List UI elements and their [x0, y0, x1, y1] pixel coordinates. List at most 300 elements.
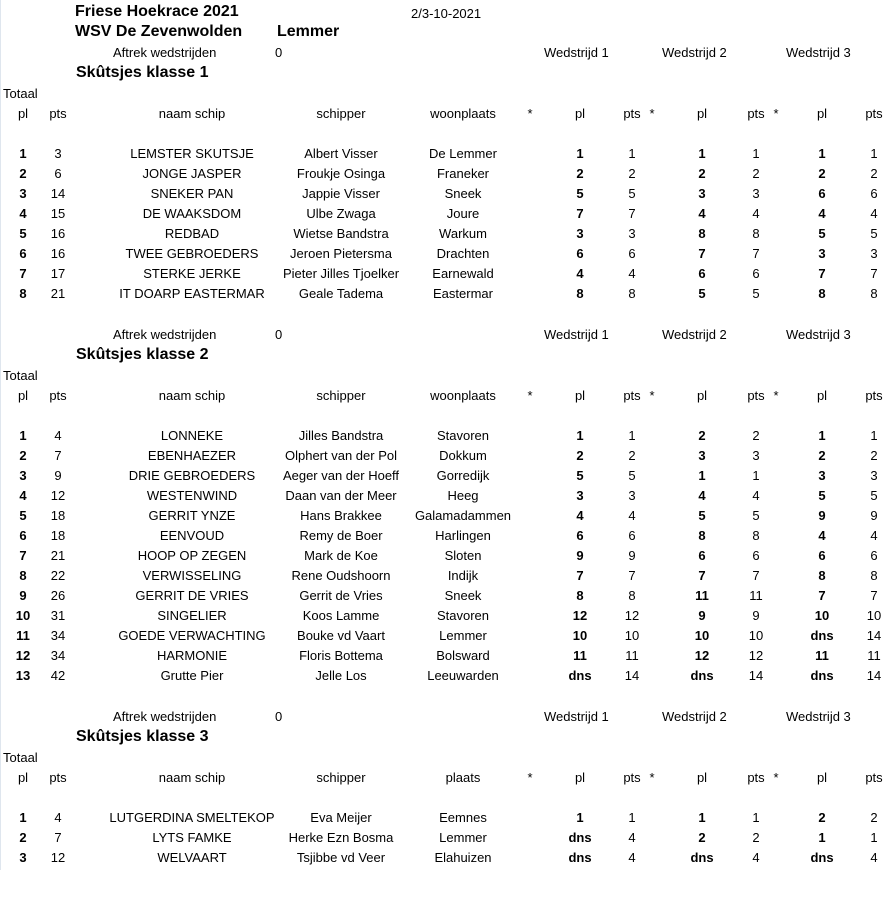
row-race3-points: 2 [870, 810, 878, 825]
col-header-pts: pts [865, 106, 883, 121]
race-1-header: Wedstrijd 1 [544, 45, 609, 60]
row-hometown: Gorredijk [436, 468, 490, 483]
col-header-pts: pts [49, 770, 67, 785]
row-race3-place: dns [810, 668, 834, 683]
row-race2-place: 7 [698, 246, 706, 261]
row-place: 8 [19, 286, 27, 301]
col-header-pl: pl [17, 388, 29, 403]
row-ship-name: DE WAAKSDOM [142, 206, 242, 221]
row-race3-points: 5 [870, 488, 878, 503]
row-race1-points: 11 [625, 648, 639, 663]
row-race1-points: 4 [628, 850, 636, 865]
row-race1-place: 10 [572, 628, 588, 643]
row-ship-name: TWEE GEBROEDERS [125, 246, 259, 261]
row-skipper: Koos Lamme [302, 608, 380, 623]
col-header-pts: pts [865, 770, 883, 785]
col-header-pts: pts [623, 106, 641, 121]
col-header-pts: pts [747, 106, 765, 121]
row-race2-place: 1 [698, 468, 706, 483]
row-skipper: Geale Tadema [298, 286, 384, 301]
row-race1-place: 7 [576, 206, 584, 221]
page-title: Friese Hoekrace 2021 [75, 3, 239, 20]
row-race3-points: 1 [870, 146, 878, 161]
row-race3-points: 1 [870, 830, 878, 845]
row-total-points: 7 [54, 830, 62, 845]
row-race1-place: 8 [576, 588, 584, 603]
row-ship-name: Grutte Pier [160, 668, 224, 683]
row-race1-points: 6 [628, 528, 636, 543]
row-ship-name: LUTGERDINA SMELTEKOP [109, 810, 275, 825]
row-total-points: 42 [50, 668, 66, 683]
row-race1-points: 4 [628, 508, 636, 523]
race-1-header: Wedstrijd 1 [544, 709, 609, 724]
row-race2-place: 6 [698, 266, 706, 281]
row-skipper: Eva Meijer [310, 810, 372, 825]
row-race3-points: 4 [870, 528, 878, 543]
row-hometown: Galamadammen [414, 508, 512, 523]
row-place: 5 [19, 226, 27, 241]
row-race1-points: 3 [628, 488, 636, 503]
row-skipper: Tsjibbe vd Veer [296, 850, 386, 865]
row-skipper: Albert Visser [304, 146, 378, 161]
row-skipper: Olphert van der Pol [284, 448, 397, 463]
col-header-pts: pts [865, 388, 883, 403]
row-race3-place: 5 [818, 226, 826, 241]
row-total-points: 15 [50, 206, 66, 221]
row-hometown: Lemmer [439, 628, 487, 643]
row-place: 4 [19, 488, 27, 503]
col-header-star: * [527, 106, 533, 121]
row-place: 8 [19, 568, 27, 583]
col-header-pl: pl [696, 106, 708, 121]
col-header-pts: pts [623, 770, 641, 785]
row-ship-name: WESTENWIND [146, 488, 238, 503]
row-race2-place: 5 [698, 286, 706, 301]
row-ship-name: GERRIT DE VRIES [135, 588, 249, 603]
row-race3-place: 2 [818, 166, 826, 181]
col-header-star: * [773, 388, 779, 403]
row-race3-points: 4 [870, 850, 878, 865]
row-race1-place: dns [568, 850, 592, 865]
row-place: 6 [19, 528, 27, 543]
row-skipper: Gerrit de Vries [299, 588, 383, 603]
row-race2-points: 1 [752, 810, 760, 825]
col-header-schipper: schipper [316, 106, 366, 121]
row-skipper: Jelle Los [315, 668, 367, 683]
row-race2-place: 10 [694, 628, 710, 643]
row-place: 2 [19, 448, 27, 463]
event-location: Lemmer [277, 23, 340, 40]
row-place: 3 [19, 468, 27, 483]
row-hometown: Indijk [447, 568, 479, 583]
row-race3-place: dns [810, 850, 834, 865]
row-total-points: 21 [50, 548, 66, 563]
row-race2-place: 7 [698, 568, 706, 583]
row-race2-points: 3 [752, 448, 760, 463]
row-race1-points: 12 [624, 608, 640, 623]
row-hometown: Elahuizen [434, 850, 492, 865]
race-3-header: Wedstrijd 3 [786, 45, 851, 60]
row-race1-points: 8 [628, 286, 636, 301]
col-header-star: * [527, 388, 533, 403]
row-race2-place: dns [690, 668, 714, 683]
row-race1-place: 12 [572, 608, 588, 623]
row-race2-points: 5 [752, 286, 760, 301]
row-total-points: 21 [50, 286, 66, 301]
aftrek-value: 0 [275, 709, 283, 724]
row-ship-name: VERWISSELING [142, 568, 242, 583]
row-ship-name: EBENHAEZER [147, 448, 237, 463]
row-race2-points: 7 [752, 568, 760, 583]
row-total-points: 12 [50, 488, 66, 503]
row-race2-place: 1 [698, 146, 706, 161]
row-skipper: Froukje Osinga [296, 166, 386, 181]
row-hometown: Franeker [436, 166, 490, 181]
row-race3-place: 1 [818, 428, 826, 443]
race-1-header: Wedstrijd 1 [544, 327, 609, 342]
row-place: 1 [19, 810, 27, 825]
row-race2-place: 2 [698, 428, 706, 443]
row-race2-points: 2 [752, 428, 760, 443]
row-place: 1 [19, 146, 27, 161]
row-skipper: Jilles Bandstra [298, 428, 384, 443]
row-race2-points: 14 [748, 668, 764, 683]
row-race2-points: 5 [752, 508, 760, 523]
row-total-points: 7 [54, 448, 62, 463]
row-race3-points: 9 [870, 508, 878, 523]
row-race1-points: 7 [628, 206, 636, 221]
row-race3-points: 2 [870, 448, 878, 463]
row-race3-points: 3 [870, 468, 878, 483]
row-hometown: Stavoren [436, 608, 490, 623]
row-race3-place: dns [810, 628, 834, 643]
row-hometown: Earnewald [432, 266, 494, 281]
row-race2-place: 12 [694, 648, 710, 663]
row-race1-points: 5 [628, 468, 636, 483]
row-race3-points: 8 [870, 286, 878, 301]
row-total-points: 26 [50, 588, 66, 603]
row-race3-points: 5 [870, 226, 878, 241]
row-skipper: Rene Oudshoorn [291, 568, 391, 583]
row-race3-points: 11 [867, 648, 881, 663]
row-race3-points: 8 [870, 568, 878, 583]
row-race1-points: 10 [624, 628, 640, 643]
row-place: 6 [19, 246, 27, 261]
row-ship-name: LONNEKE [160, 428, 224, 443]
row-race3-place: 3 [818, 246, 826, 261]
row-race3-place: 2 [818, 810, 826, 825]
row-race1-place: 1 [576, 428, 584, 443]
row-race2-place: 6 [698, 548, 706, 563]
row-hometown: Stavoren [436, 428, 490, 443]
col-header-pl: pl [696, 388, 708, 403]
row-race1-place: 6 [576, 246, 584, 261]
row-hometown: Joure [446, 206, 480, 221]
row-race3-place: 10 [814, 608, 830, 623]
row-total-points: 18 [50, 508, 66, 523]
row-race2-points: 10 [748, 628, 764, 643]
row-race2-place: 4 [698, 488, 706, 503]
col-header-star: * [649, 770, 655, 785]
row-race1-place: dns [568, 668, 592, 683]
row-race1-points: 2 [628, 166, 636, 181]
row-race3-points: 2 [870, 166, 878, 181]
row-race2-points: 6 [752, 266, 760, 281]
row-race2-points: 6 [752, 548, 760, 563]
row-race3-points: 10 [866, 608, 882, 623]
aftrek-label: Aftrek wedstrijden [113, 45, 217, 60]
row-place: 7 [19, 266, 27, 281]
row-race2-points: 1 [752, 146, 760, 161]
row-total-points: 31 [50, 608, 66, 623]
row-race1-points: 4 [628, 266, 636, 281]
row-race2-place: 3 [698, 186, 706, 201]
row-place: 2 [19, 830, 27, 845]
row-total-points: 22 [50, 568, 66, 583]
row-race1-place: 7 [576, 568, 584, 583]
row-race1-points: 2 [628, 448, 636, 463]
row-race3-place: 1 [818, 830, 826, 845]
row-hometown: Leeuwarden [427, 668, 499, 683]
row-race3-points: 14 [866, 628, 882, 643]
aftrek-label: Aftrek wedstrijden [113, 327, 217, 342]
row-place: 11 [16, 628, 30, 643]
row-race2-points: 11 [749, 588, 763, 603]
row-hometown: Sneek [444, 588, 482, 603]
row-race3-points: 14 [866, 668, 882, 683]
row-race3-place: 7 [818, 588, 826, 603]
row-race3-points: 7 [870, 588, 878, 603]
row-total-points: 16 [50, 246, 66, 261]
row-race1-points: 1 [628, 810, 636, 825]
row-race2-points: 4 [752, 488, 760, 503]
row-skipper: Floris Bottema [299, 648, 383, 663]
row-race2-place: 1 [698, 810, 706, 825]
row-place: 3 [19, 186, 27, 201]
col-header-pts: pts [623, 388, 641, 403]
col-header-naam: naam schip [158, 770, 226, 785]
row-hometown: Eastermar [433, 286, 493, 301]
col-header-star: * [649, 388, 655, 403]
row-race3-points: 1 [870, 428, 878, 443]
row-ship-name: LEMSTER SKUTSJE [130, 146, 254, 161]
row-race1-place: 8 [576, 286, 584, 301]
row-hometown: Bolsward [436, 648, 490, 663]
row-race2-points: 8 [752, 226, 760, 241]
row-race1-place: 4 [576, 508, 584, 523]
row-race1-points: 5 [628, 186, 636, 201]
row-skipper: Jappie Visser [302, 186, 380, 201]
row-ship-name: JONGE JASPER [142, 166, 242, 181]
row-skipper: Herke Ezn Bosma [288, 830, 394, 845]
row-total-points: 9 [54, 468, 62, 483]
row-race2-place: 8 [698, 528, 706, 543]
row-ship-name: GERRIT YNZE [148, 508, 236, 523]
row-total-points: 17 [50, 266, 66, 281]
row-ship-name: SNEKER PAN [150, 186, 234, 201]
row-race2-points: 2 [752, 166, 760, 181]
row-race1-place: dns [568, 830, 592, 845]
row-total-points: 14 [50, 186, 66, 201]
row-race3-place: 11 [815, 648, 829, 663]
col-header-star: * [649, 106, 655, 121]
row-hometown: Heeg [447, 488, 479, 503]
row-race1-place: 9 [576, 548, 584, 563]
col-header-star: * [773, 106, 779, 121]
row-race2-place: 11 [695, 588, 709, 603]
row-race2-points: 3 [752, 186, 760, 201]
row-place: 7 [19, 548, 27, 563]
grid-line [0, 0, 1, 870]
row-race3-place: 5 [818, 488, 826, 503]
row-race2-points: 1 [752, 468, 760, 483]
row-race1-points: 8 [628, 588, 636, 603]
row-race1-place: 3 [576, 488, 584, 503]
aftrek-label: Aftrek wedstrijden [113, 709, 217, 724]
row-race1-points: 6 [628, 246, 636, 261]
row-race1-place: 4 [576, 266, 584, 281]
row-ship-name: LYTS FAMKE [152, 830, 232, 845]
col-header-pl: pl [816, 388, 828, 403]
row-hometown: Dokkum [439, 448, 487, 463]
row-race3-place: 6 [818, 548, 826, 563]
row-race2-points: 4 [752, 850, 760, 865]
col-header-pts: pts [747, 388, 765, 403]
row-race1-points: 1 [628, 146, 636, 161]
row-total-points: 18 [50, 528, 66, 543]
row-race2-place: 8 [698, 226, 706, 241]
row-race3-place: 1 [818, 146, 826, 161]
row-race1-points: 3 [628, 226, 636, 241]
row-race1-points: 9 [628, 548, 636, 563]
col-header-plaats: woonplaats [430, 106, 496, 121]
row-race2-place: dns [690, 850, 714, 865]
col-header-naam: naam schip [158, 388, 226, 403]
totaal-label: Totaal [3, 368, 38, 383]
race-2-header: Wedstrijd 2 [662, 45, 727, 60]
row-hometown: Sneek [444, 186, 482, 201]
row-place: 9 [19, 588, 27, 603]
col-header-plaats: plaats [445, 770, 481, 785]
row-race3-place: 7 [818, 266, 826, 281]
row-race1-place: 5 [576, 468, 584, 483]
row-hometown: Sloten [444, 548, 482, 563]
col-header-pts: pts [49, 388, 67, 403]
row-hometown: Harlingen [435, 528, 491, 543]
row-race3-place: 9 [818, 508, 826, 523]
row-total-points: 12 [50, 850, 66, 865]
row-race2-place: 2 [698, 830, 706, 845]
row-race1-points: 4 [628, 830, 636, 845]
row-race1-points: 1 [628, 428, 636, 443]
col-header-pts: pts [747, 770, 765, 785]
row-race3-place: 6 [818, 186, 826, 201]
row-place: 12 [15, 648, 31, 663]
row-skipper: Daan van der Meer [285, 488, 397, 503]
row-race1-place: 3 [576, 226, 584, 241]
row-skipper: Wietse Bandstra [293, 226, 389, 241]
row-total-points: 3 [54, 146, 62, 161]
row-race1-place: 2 [576, 448, 584, 463]
col-header-pts: pts [49, 106, 67, 121]
row-skipper: Remy de Boer [299, 528, 383, 543]
row-place: 2 [19, 166, 27, 181]
totaal-label: Totaal [3, 86, 38, 101]
row-race2-place: 4 [698, 206, 706, 221]
col-header-pl: pl [816, 770, 828, 785]
row-skipper: Jeroen Pietersma [290, 246, 392, 261]
row-race1-place: 6 [576, 528, 584, 543]
row-skipper: Ulbe Zwaga [306, 206, 376, 221]
row-race1-place: 1 [576, 810, 584, 825]
row-total-points: 34 [50, 628, 66, 643]
col-header-pl: pl [17, 106, 29, 121]
row-skipper: Aeger van der Hoeff [282, 468, 400, 483]
row-hometown: Warkum [439, 226, 487, 241]
row-race3-place: 8 [818, 286, 826, 301]
row-place: 13 [15, 668, 31, 683]
col-header-plaats: woonplaats [430, 388, 496, 403]
aftrek-value: 0 [275, 327, 283, 342]
col-header-pl: pl [696, 770, 708, 785]
row-ship-name: HARMONIE [156, 648, 228, 663]
row-place: 1 [19, 428, 27, 443]
row-race1-place: 11 [573, 648, 587, 663]
class-title: Skûtsjes klasse 1 [76, 64, 209, 81]
row-skipper: Bouke vd Vaart [297, 628, 385, 643]
row-total-points: 4 [54, 810, 62, 825]
row-race3-place: 4 [818, 528, 826, 543]
row-race2-points: 4 [752, 206, 760, 221]
row-race2-points: 9 [752, 608, 760, 623]
row-skipper: Mark de Koe [304, 548, 378, 563]
row-race1-place: 5 [576, 186, 584, 201]
class-title: Skûtsjes klasse 3 [76, 728, 209, 745]
row-ship-name: EENVOUD [159, 528, 225, 543]
col-header-star: * [773, 770, 779, 785]
col-header-schipper: schipper [316, 388, 366, 403]
row-race2-place: 5 [698, 508, 706, 523]
row-race2-points: 8 [752, 528, 760, 543]
row-total-points: 16 [50, 226, 66, 241]
row-race2-points: 7 [752, 246, 760, 261]
aftrek-value: 0 [275, 45, 283, 60]
row-total-points: 6 [54, 166, 62, 181]
row-race2-points: 12 [748, 648, 764, 663]
race-2-header: Wedstrijd 2 [662, 327, 727, 342]
row-ship-name: DRIE GEBROEDERS [128, 468, 256, 483]
row-ship-name: GOEDE VERWACHTING [118, 628, 266, 643]
col-header-pl: pl [816, 106, 828, 121]
row-race3-points: 6 [870, 186, 878, 201]
row-hometown: De Lemmer [429, 146, 497, 161]
club-name: WSV De Zevenwolden [75, 23, 243, 40]
row-hometown: Eemnes [439, 810, 487, 825]
col-header-pl: pl [574, 770, 586, 785]
race-3-header: Wedstrijd 3 [786, 709, 851, 724]
col-header-star: * [527, 770, 533, 785]
totaal-label: Totaal [3, 750, 38, 765]
row-race2-points: 2 [752, 830, 760, 845]
col-header-schipper: schipper [316, 770, 366, 785]
col-header-pl: pl [17, 770, 29, 785]
class-title: Skûtsjes klasse 2 [76, 346, 209, 363]
row-race3-points: 4 [870, 206, 878, 221]
row-ship-name: SINGELIER [157, 608, 227, 623]
col-header-pl: pl [574, 106, 586, 121]
row-race3-place: 3 [818, 468, 826, 483]
row-place: 4 [19, 206, 27, 221]
